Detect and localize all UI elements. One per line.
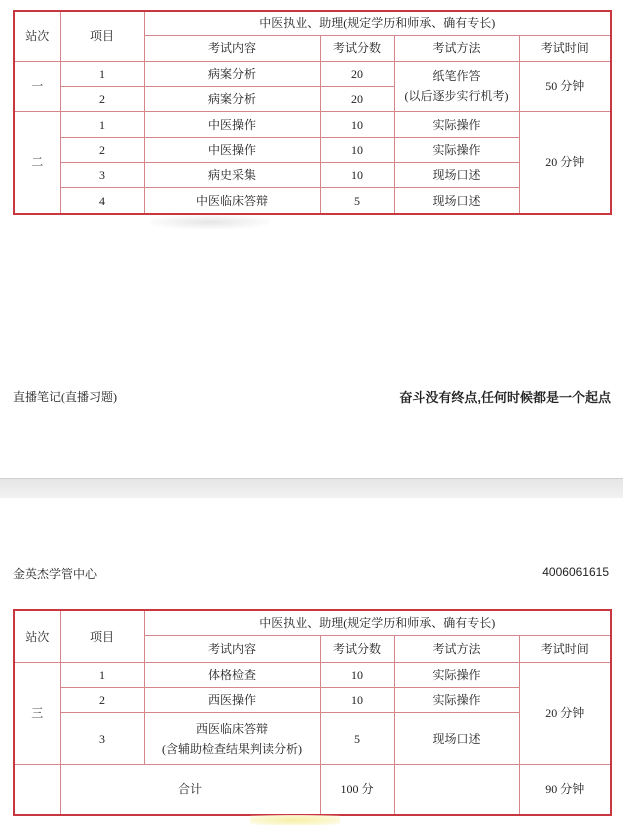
method-line: 纸笔作答 [432, 69, 481, 84]
item-cell: 2 [60, 138, 144, 163]
content-cell: 病案分析 [144, 86, 320, 111]
content-line: 西医临床答辩 [195, 721, 268, 736]
score-cell: 5 [320, 188, 394, 214]
score-cell: 10 [320, 663, 394, 688]
item-cell: 4 [60, 188, 144, 214]
header-content: 考试内容 [144, 635, 320, 662]
content-cell: 病案分析 [144, 61, 320, 86]
exam-schedule-table-bottom [13, 609, 612, 816]
header-time: 考试时间 [519, 35, 611, 61]
header-item: 项目 [60, 11, 144, 61]
content-cell [144, 713, 320, 765]
station-cell: 二 [14, 111, 60, 214]
method-cell: 现场口述 [394, 188, 519, 214]
total-station-cell [14, 764, 60, 815]
page-separator [0, 478, 623, 500]
header-station: 站次 [14, 11, 60, 61]
item-cell: 2 [60, 688, 144, 713]
content-cell: 体格检查 [144, 663, 320, 688]
score-cell: 20 [320, 61, 394, 86]
station-cell: 一 [14, 61, 60, 111]
content-line: (含辅助检查结果判读分析) [162, 741, 302, 756]
item-cell: 1 [60, 663, 144, 688]
item-cell: 1 [60, 61, 144, 86]
method-cell: 实际操作 [394, 688, 519, 713]
score-cell: 5 [320, 713, 394, 765]
method-cell: 实际操作 [394, 663, 519, 688]
time-cell: 50 分钟 [519, 61, 611, 111]
header-station: 站次 [14, 610, 60, 663]
time-cell: 20 分钟 [519, 111, 611, 214]
method-line: (以后逐步实行机考) [404, 89, 509, 104]
watermark [150, 215, 270, 229]
header-group: 中医执业、助理(规定学历和师承、确有专长) [144, 610, 611, 635]
header-method: 考试方法 [394, 35, 519, 61]
score-cell: 10 [320, 138, 394, 163]
total-score: 100 分 [320, 764, 394, 815]
method-cell: 现场口述 [394, 713, 519, 765]
station-cell: 三 [14, 663, 60, 765]
score-cell: 10 [320, 111, 394, 137]
total-time: 90 分钟 [519, 764, 611, 815]
header-score: 考试分数 [320, 635, 394, 662]
header-time: 考试时间 [519, 635, 611, 662]
time-cell: 20 分钟 [519, 663, 611, 765]
score-cell: 20 [320, 86, 394, 111]
score-cell: 10 [320, 163, 394, 188]
content-cell: 中医临床答辩 [144, 188, 320, 214]
method-cell [394, 61, 519, 111]
content-cell: 中医操作 [144, 138, 320, 163]
header-content: 考试内容 [144, 35, 320, 61]
item-cell: 2 [60, 86, 144, 111]
header-method: 考试方法 [394, 635, 519, 662]
footer-slogan: 奋斗没有终点,任何时候都是一个起点 [399, 390, 611, 405]
method-cell: 实际操作 [394, 111, 519, 137]
method-cell: 现场口述 [394, 163, 519, 188]
content-cell: 西医操作 [144, 688, 320, 713]
exam-schedule-table-top [13, 10, 612, 215]
item-cell: 3 [60, 713, 144, 765]
header-score: 考试分数 [320, 35, 394, 61]
header-group: 中医执业、助理(规定学历和师承、确有专长) [144, 11, 611, 35]
footer-left-text: 直播笔记(直播习题) [13, 390, 117, 404]
content-cell: 病史采集 [144, 163, 320, 188]
item-cell: 3 [60, 163, 144, 188]
watermark [250, 815, 340, 825]
method-cell: 实际操作 [394, 138, 519, 163]
total-label: 合计 [60, 764, 320, 815]
header-phone: 4006061615 [542, 565, 609, 579]
header-item: 项目 [60, 610, 144, 663]
score-cell: 10 [320, 688, 394, 713]
header-org-name: 金英杰学管中心 [13, 567, 98, 581]
total-method-cell [394, 764, 519, 815]
content-cell: 中医操作 [144, 111, 320, 137]
item-cell: 1 [60, 111, 144, 137]
